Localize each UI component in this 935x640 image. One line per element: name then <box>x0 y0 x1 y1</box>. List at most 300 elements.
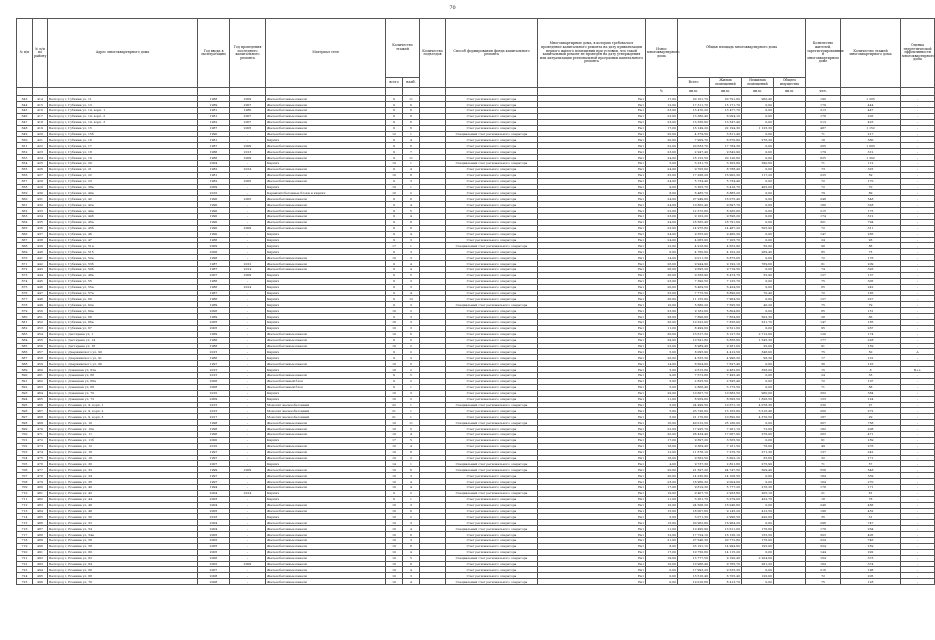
table-cell: 24,00 <box>646 196 678 202</box>
table-cell: 24 499,50 <box>678 402 710 408</box>
table-cell: Специальный счет регионального оператора <box>446 302 538 308</box>
table-cell: 0,00 <box>742 437 774 443</box>
table-cell: Счет регионального оператора <box>446 449 538 455</box>
table-cell: 8 473,70 <box>710 272 742 278</box>
table-cell: Железобетонные панели <box>266 573 386 579</box>
table-cell: 451 <box>33 314 48 320</box>
table-cell: 2 <box>403 367 420 373</box>
table-cell: 147 <box>806 231 841 237</box>
table-cell: 720 <box>17 549 33 555</box>
table-cell: 358,00 <box>742 367 774 373</box>
table-cell: 31 <box>841 514 901 520</box>
table-cell: - <box>901 325 935 331</box>
table-cell: 9 460,30 <box>710 231 742 237</box>
table-cell: 458 <box>33 355 48 361</box>
table-cell: 324 <box>806 543 841 549</box>
table-cell: - <box>901 314 935 320</box>
table-cell: 14 <box>386 461 403 467</box>
table-cell: 4 065,00 <box>678 237 710 243</box>
table-cell: 0,00 <box>742 520 774 526</box>
table-cell: 180 <box>806 202 841 208</box>
table-cell: Счет регионального оператора <box>446 508 538 514</box>
table-cell: - <box>230 579 266 585</box>
table-cell: 428 <box>33 178 48 184</box>
table-cell: - <box>901 579 935 585</box>
table-cell: Кирпич <box>266 137 386 143</box>
table-cell: 8 989,40 <box>678 343 710 349</box>
table-cell: 0,00 <box>742 373 774 379</box>
table-cell: - <box>901 172 935 178</box>
table-cell: Нет <box>538 166 646 172</box>
table-cell: 649 <box>17 131 33 137</box>
unit-cell <box>841 88 901 96</box>
table-cell: 24,00 <box>646 237 678 243</box>
table-cell: Железобетонные панели <box>266 331 386 337</box>
table-cell: Кирпич <box>266 367 386 373</box>
table-cell: 450 <box>33 308 48 314</box>
table-cell: 466 <box>841 502 901 508</box>
table-cell: 85 <box>806 308 841 314</box>
table-cell: - <box>901 537 935 543</box>
table-cell: 7 270,70 <box>710 449 742 455</box>
table-cell: Нет <box>538 355 646 361</box>
table-cell: - <box>901 214 935 220</box>
table-cell: 1998 <box>198 426 230 432</box>
table-cell: 21 <box>806 490 841 496</box>
table-cell: 22,00 <box>646 343 678 349</box>
table-cell: Железобетонные панели <box>266 373 386 379</box>
table-cell: 2009 <box>198 243 230 249</box>
table-cell: 187 <box>806 414 841 420</box>
table-cell: 1 <box>403 243 420 249</box>
table-cell: Кирпич <box>266 314 386 320</box>
table-cell: - <box>901 378 935 384</box>
table-cell: 18 791,60 <box>710 219 742 225</box>
table-cell: 10 <box>386 443 403 449</box>
table-cell: 312 <box>841 214 901 220</box>
table-cell: 25,00 <box>646 290 678 296</box>
table-cell: Нет <box>538 160 646 166</box>
table-cell: Счет регионального оператора <box>446 496 538 502</box>
table-cell: Нет <box>538 408 646 414</box>
table-cell: 13 617,30 <box>678 331 710 337</box>
table-cell: 20 120,60 <box>710 155 742 161</box>
table-cell: 2 595,40 <box>710 378 742 384</box>
table-cell: 205 <box>841 113 901 119</box>
table-cell: - <box>230 343 266 349</box>
table-cell: 49 <box>806 443 841 449</box>
table-cell: 405 <box>841 532 901 538</box>
table-cell: 483 <box>33 502 48 508</box>
table-cell: 27 <box>841 402 901 408</box>
table-cell: 2004 <box>198 502 230 508</box>
table-cell: Счет регионального оператора <box>446 202 538 208</box>
table-cell: 23,00 <box>646 119 678 125</box>
table-cell: 1987 <box>198 267 230 273</box>
table-cell: - <box>901 331 935 337</box>
table-cell: - <box>230 484 266 490</box>
column-header: Количество подъездов <box>420 19 446 88</box>
table-cell: 482 <box>33 496 48 502</box>
table-cell: 418 <box>33 119 48 125</box>
table-cell: Специальный счет регионального оператора <box>446 243 538 249</box>
table-cell: Счет регионального оператора <box>446 561 538 567</box>
table-cell: Железобетонные панели <box>266 149 386 155</box>
table-cell: 8 094,10 <box>710 113 742 119</box>
table-cell: 285 <box>841 231 901 237</box>
table-cell: 439 <box>33 243 48 249</box>
table-cell: 17 <box>806 355 841 361</box>
table-cell: - <box>901 526 935 532</box>
table-cell: 174 <box>806 214 841 220</box>
table-cell: 3 175,50 <box>710 384 742 390</box>
table-cell: 246 <box>806 502 841 508</box>
table-cell: 1 <box>403 384 420 390</box>
table-cell: - <box>901 337 935 343</box>
table-cell: Счет регионального оператора <box>446 113 538 119</box>
table-cell: 693 <box>17 390 33 396</box>
table-cell: 71 <box>806 131 841 137</box>
table-cell: 26,00 <box>646 272 678 278</box>
table-cell: Железобетонные панели <box>266 166 386 172</box>
table-cell: Нет <box>538 249 646 255</box>
table-cell: 422,70 <box>742 496 774 502</box>
table-cell: 671 <box>17 261 33 267</box>
table-cell: 9 011,30 <box>678 255 710 261</box>
table-cell: 5 <box>403 337 420 343</box>
table-cell: Белгород г, Губкина ул, 14, корп. 2 <box>48 113 198 119</box>
table-cell: Нет <box>538 267 646 273</box>
table-cell: 9 705,00 <box>678 166 710 172</box>
table-cell: 9 <box>386 490 403 496</box>
table-cell: 1 <box>403 131 420 137</box>
table-cell: 1990 <box>198 231 230 237</box>
table-cell: 2 996,50 <box>710 514 742 520</box>
table-cell: 2005 <box>230 196 266 202</box>
table-cell: 12 372,80 <box>678 208 710 214</box>
table-cell: Железобетонные панели <box>266 225 386 231</box>
table-cell: 2015 <box>198 402 230 408</box>
table-cell: 4 379,50 <box>678 131 710 137</box>
table-cell: Кирпич <box>266 272 386 278</box>
table-cell: 6 <box>403 532 420 538</box>
table-cell: 75 <box>806 278 841 284</box>
table-cell: Кирпич <box>266 320 386 326</box>
table-cell: Счет регионального оператора <box>446 261 538 267</box>
table-cell: 420 <box>33 131 48 137</box>
table-cell: - <box>230 237 266 243</box>
table-cell: - <box>230 255 266 261</box>
table-cell: Железобетонные панели <box>266 196 386 202</box>
table-row <box>17 579 935 585</box>
table-cell: - <box>901 219 935 225</box>
table-cell: - <box>230 231 266 237</box>
table-cell: Железобетонные панели <box>266 431 386 437</box>
table-cell: 0,00 <box>742 278 774 284</box>
table-cell: Белгород г, Губкина ул, 54б <box>48 267 198 273</box>
table-cell: - <box>230 437 266 443</box>
table-cell: 706 <box>17 467 33 473</box>
table-cell: - <box>230 367 266 373</box>
table-cell: Белгород г, Есенина ул, 68 <box>48 573 198 579</box>
table-cell: 687 <box>17 355 33 361</box>
table-cell: 198 <box>806 508 841 514</box>
table-cell: 432 <box>33 202 48 208</box>
table-cell: Нет <box>538 178 646 184</box>
table-cell: 7 495,40 <box>710 373 742 379</box>
table-cell: - <box>230 443 266 449</box>
table-cell: 29,00 <box>646 337 678 343</box>
table-cell: 225 <box>806 172 841 178</box>
table-cell: 662 <box>17 208 33 214</box>
table-cell: - <box>230 361 266 367</box>
table-cell: 23,00 <box>646 149 678 155</box>
table-cell: Белгород г, Донецкая ул, 68 <box>48 384 198 390</box>
table-cell: Железобетонные панели <box>266 520 386 526</box>
table-cell: 10 <box>386 190 403 196</box>
table-cell: - <box>901 96 935 102</box>
table-cell: 8 <box>403 543 420 549</box>
table-cell: Нет <box>538 526 646 532</box>
table-cell: Кирпич <box>266 184 386 190</box>
table-cell: 13 611,00 <box>710 526 742 532</box>
table-cell: 493 <box>33 561 48 567</box>
table-cell: 11 <box>403 96 420 102</box>
table-cell: 10 <box>386 449 403 455</box>
table-cell: 663 <box>17 214 33 220</box>
table-cell: - <box>901 437 935 443</box>
table-cell: 59 <box>841 172 901 178</box>
table-cell: Железобетонные панели <box>266 579 386 585</box>
table-cell: 436 <box>33 225 48 231</box>
table-cell: 1990 <box>198 196 230 202</box>
table-cell: 6 <box>403 102 420 108</box>
table-cell: Нет <box>538 184 646 190</box>
table-cell: 20 101,70 <box>678 96 710 102</box>
table-cell: 1 <box>403 160 420 166</box>
table-cell: Счет регионального оператора <box>446 549 538 555</box>
table-cell: 648 <box>17 125 33 131</box>
table-cell: 20 633,70 <box>678 143 710 149</box>
table-cell: Белгород г, Губкина ул, 14, корп. 3 <box>48 119 198 125</box>
table-cell: 1997 <box>198 455 230 461</box>
table-cell: 5 734,40 <box>678 178 710 184</box>
table-cell: Железобетонные панели <box>266 537 386 543</box>
table-cell: 492 <box>33 555 48 561</box>
table-cell: 8 265,00 <box>710 208 742 214</box>
table-cell: 6 <box>403 449 420 455</box>
table-cell: Счет регионального оператора <box>446 237 538 243</box>
table-cell: 960,40 <box>742 96 774 102</box>
table-cell: - <box>901 131 935 137</box>
table-cell: Счет регионального оператора <box>446 355 538 361</box>
table-cell: 2006 <box>198 555 230 561</box>
table-cell: Нет <box>538 502 646 508</box>
table-cell: 689 <box>17 367 33 373</box>
table-cell: Белгород г, Есенина ул, 36 <box>48 479 198 485</box>
table-cell: 4 <box>403 579 420 585</box>
table-cell: - <box>230 408 266 414</box>
table-cell: 10 <box>386 479 403 485</box>
table-cell: А <box>901 349 935 355</box>
table-cell: 1987 <box>198 125 230 131</box>
table-cell: 10 <box>386 508 403 514</box>
table-cell: 6 875,00 <box>710 255 742 261</box>
table-cell: 6 <box>403 331 420 337</box>
table-cell: - <box>230 555 266 561</box>
table-cell: 9 <box>386 96 403 102</box>
table-cell: - <box>230 390 266 396</box>
table-cell: 0,00 <box>742 567 774 573</box>
table-cell: 10 <box>386 561 403 567</box>
table-cell: 1 826,50 <box>742 396 774 402</box>
table-cell: 0,00 <box>742 219 774 225</box>
table-cell: - <box>901 267 935 273</box>
table-cell: 71 <box>806 384 841 390</box>
table-cell: 0,00 <box>742 420 774 426</box>
table-cell: - <box>901 178 935 184</box>
table-cell: 205 <box>841 573 901 579</box>
unit-cell <box>420 88 446 96</box>
table-cell: 653 <box>17 155 33 161</box>
table-cell: 446 <box>33 284 48 290</box>
table-cell: Белгород г, Губкина ул, 66 <box>48 314 198 320</box>
table-cell: 457 <box>33 349 48 355</box>
table-cell: 7 <box>403 149 420 155</box>
table-cell: 685 <box>17 343 33 349</box>
table-cell: 17 <box>386 437 403 443</box>
table-cell: 7 964,50 <box>710 296 742 302</box>
table-cell: Белгород г, Есенина ул, 34 <box>48 473 198 479</box>
table-cell: - <box>230 520 266 526</box>
table-cell: 1986 <box>198 284 230 290</box>
table-cell: 18 007,80 <box>678 508 710 514</box>
table-cell: 1990 <box>198 208 230 214</box>
table-cell: 7 909,70 <box>678 137 710 143</box>
table-cell: 70,40 <box>742 290 774 296</box>
table-cell: Нет <box>538 225 646 231</box>
unit-cell <box>386 88 403 96</box>
table-cell: 9 <box>386 219 403 225</box>
table-cell: Белгород г, Губкина ул, 42а <box>48 202 198 208</box>
table-cell: Белгород г, Губкина ул, 62а <box>48 302 198 308</box>
table-cell: 9 695,20 <box>678 267 710 273</box>
table-cell: 15 171,70 <box>710 102 742 108</box>
table-cell: Нет <box>538 390 646 396</box>
table-cell: 10 <box>386 390 403 396</box>
table-cell: Белгород г, Есенина ул, 48 <box>48 508 198 514</box>
table-cell: 701 <box>17 437 33 443</box>
table-cell: 2008 <box>198 384 230 390</box>
table-cell: Белгород г, Есенина ул, 62 <box>48 555 198 561</box>
table-cell: - <box>901 361 935 367</box>
page-number: 70 <box>449 5 456 11</box>
table-cell: 2 806,40 <box>678 384 710 390</box>
table-cell: 16 964,20 <box>710 520 742 526</box>
table-cell: 682 <box>17 325 33 331</box>
table-cell: Нет <box>538 467 646 473</box>
table-cell: 5,00 <box>646 378 678 384</box>
table-cell: 10 671,10 <box>710 402 742 408</box>
table-cell: 6,00 <box>646 249 678 255</box>
table-cell: 11,00 <box>646 325 678 331</box>
unit-cell <box>538 88 646 96</box>
table-cell: Нет <box>538 543 646 549</box>
table-cell: 9 <box>386 214 403 220</box>
table-cell: 459 <box>33 361 48 367</box>
table-cell: 213 <box>806 107 841 113</box>
table-cell: 1986 <box>198 355 230 361</box>
table-cell: 650 <box>17 137 33 143</box>
table-cell: 93 <box>841 237 901 243</box>
table-cell: 424 <box>33 155 48 161</box>
table-cell: Белгород г, Есенина ул, 40 <box>48 484 198 490</box>
table-cell: 2005 <box>198 537 230 543</box>
table-cell: 6 <box>403 467 420 473</box>
table-cell: 453 <box>33 325 48 331</box>
table-cell: - <box>230 420 266 426</box>
column-subheader: Жилых помещений <box>710 78 742 88</box>
table-cell: Железобетонные панели <box>266 561 386 567</box>
table-cell: Железобетонные панели <box>266 443 386 449</box>
table-cell: Кирпич <box>266 160 386 166</box>
table-cell: 23,00 <box>646 107 678 113</box>
table-cell: 390,60 <box>742 160 774 166</box>
table-cell: 3 <box>403 537 420 543</box>
unit-cell: кв.м. <box>742 88 774 96</box>
table-cell: - <box>230 373 266 379</box>
table-cell: Счет регионального оператора <box>446 107 538 113</box>
table-cell: Нет <box>538 296 646 302</box>
table-cell: 8 <box>403 196 420 202</box>
table-cell: 8 890,00 <box>710 290 742 296</box>
table-cell: 9 <box>386 296 403 302</box>
table-cell: 9 737,30 <box>678 461 710 467</box>
table-cell: Нет <box>538 272 646 278</box>
table-cell: 73 <box>806 166 841 172</box>
table-cell: 4 <box>403 549 420 555</box>
table-cell: 643 <box>17 96 33 102</box>
table-cell: - <box>901 484 935 490</box>
table-cell: - <box>230 396 266 402</box>
table-cell: 6 409,50 <box>678 284 710 290</box>
table-cell: 1988 <box>198 343 230 349</box>
table-cell: 4 <box>403 290 420 296</box>
table-cell: 21 597,20 <box>678 467 710 473</box>
table-cell: 24,00 <box>646 231 678 237</box>
table-cell: 75 <box>806 579 841 585</box>
table-cell: - <box>901 302 935 308</box>
table-cell: 4 <box>403 261 420 267</box>
table-cell: - <box>230 249 266 255</box>
table-cell: 412,50 <box>742 508 774 514</box>
table-cell: 7 205,70 <box>710 237 742 243</box>
table-cell: 725 <box>17 579 33 585</box>
table-cell: 227 <box>841 296 901 302</box>
table-cell: 2005 <box>198 325 230 331</box>
table-cell: Нет <box>538 484 646 490</box>
table-cell: 443 <box>33 267 48 273</box>
table-cell: 4 <box>403 443 420 449</box>
table-cell: 0,00 <box>742 107 774 113</box>
table-cell: - <box>901 208 935 214</box>
table-cell: Счет регионального оператора <box>446 514 538 520</box>
column-header: № п/п <box>17 19 33 88</box>
table-cell: 0,00 <box>646 567 678 573</box>
table-cell: 0,00 <box>742 284 774 290</box>
table-cell: 1989 <box>198 314 230 320</box>
table-cell: Кирпич <box>266 496 386 502</box>
